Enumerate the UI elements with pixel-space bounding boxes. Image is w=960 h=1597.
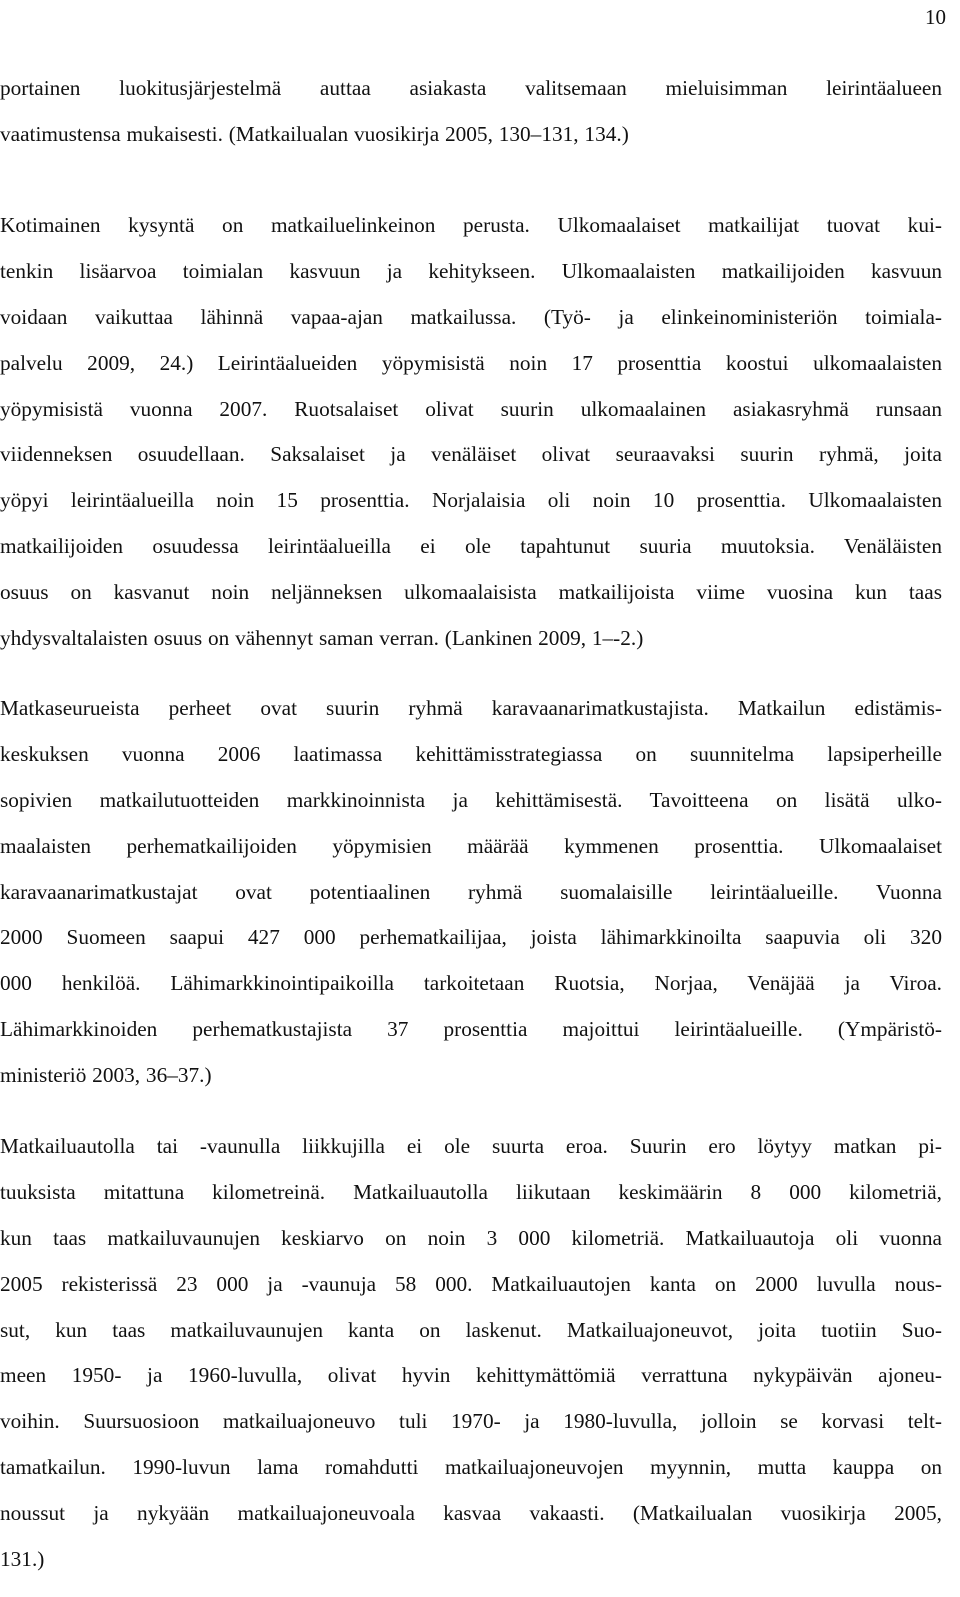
text-line: tamatkailun. 1990-luvun lama romahdutti matkailuajoneuvojen myynnin, mutta kauppa on <box>0 1455 942 1480</box>
text-line: meen 1950- ja 1960-luvulla, olivat hyvin kehittymättömiä verrattuna nykypäivän ajoneu- <box>0 1363 942 1388</box>
text-line: Kotimainen kysyntä on matkailuelinkeinon perusta. Ulkomaalaiset matkailijat tuovat kui- <box>0 213 942 237</box>
text-line: 2000 Suomeen saapui 427 000 perhematkailijaa, joista lähimarkkinoilta saapuvia oli 320 <box>0 925 942 950</box>
text-line: kun taas matkailuvaunujen keskiarvo on noin 3 000 kilometriä. Matkailuautoja oli vuonna <box>0 1225 942 1250</box>
text-line: portainen luokitusjärjestelmä auttaa asiakasta valitsemaan mieluisimman leirintäalueen <box>0 76 942 100</box>
text-line: Lähimarkkinoiden perhematkustajista 37 prosenttia majoittui leirintäalueille. (Ympäristö- <box>0 1017 942 1042</box>
text-line: karavaanarimatkustajat ovat potentiaalinen ryhmä suomalaisille leirintäalueille. Vuonna <box>0 879 942 904</box>
text-line: 2005 rekisterissä 23 000 ja -vaunuja 58 000. Matkailuautojen kanta on 2000 luvulla nous- <box>0 1271 942 1296</box>
text-line: matkailijoiden osuudessa leirintäalueilla ei ole tapahtunut suuria muutoksia. Venäläisten <box>0 534 942 559</box>
text-line: Matkaseurueista perheet ovat suurin ryhmä karavaanarimatkustajista. Matkailun edistämis- <box>0 696 942 720</box>
paragraph-motorhomes-caravans <box>0 1124 942 1583</box>
paragraph-accommodation-classification <box>0 66 942 158</box>
paragraph-family-travellers <box>0 686 942 1099</box>
text-line: keskuksen vuonna 2006 laatimassa kehittämisstrategiassa on suunnitelma lapsiperheille <box>0 741 942 766</box>
text-line: tuuksista mitattuna kilometreinä. Matkailuautolla liikutaan keskimäärin 8 000 kilometriä, <box>0 1179 942 1204</box>
text-line: Matkailuautolla tai -vaunulla liikkujilla ei ole suurta eroa. Suurin ero löytyy matkan pi- <box>0 1134 942 1158</box>
text-line: 131.) <box>0 1547 45 1572</box>
text-line: 000 henkilöä. Lähimarkkinointipaikoilla tarkoitetaan Ruotsia, Norjaa, Venäjää ja Viroa. <box>0 971 942 996</box>
text-line: ministeriö 2003, 36–37.) <box>0 1063 212 1088</box>
text-line: viidenneksen osuudellaan. Saksalaiset ja venäläiset olivat seuraavaksi suurin ryhmä, joita <box>0 442 942 467</box>
text-line: maalaisten perhematkailijoiden yöpymisien määrää kymmenen prosenttia. Ulkomaalaiset <box>0 833 942 858</box>
text-line: yöpyi leirintäalueilla noin 15 prosenttia. Norjalaisia oli noin 10 prosenttia. Ulkomaalaisten <box>0 488 942 513</box>
text-line: osuus on kasvanut noin neljänneksen ulkomaalaisista matkailijoista viime vuosina kun taas <box>0 580 942 605</box>
text-line: noussut ja nykyään matkailuajoneuvoala kasvaa vakaasti. (Matkailualan vuosikirja 2005, <box>0 1501 942 1526</box>
text-line: sopivien matkailutuotteiden markkinoinnista ja kehittämisestä. Tavoitteena on lisätä ulko- <box>0 787 942 812</box>
text-line: tenkin lisäarvoa toimialan kasvuun ja kehitykseen. Ulkomaalaisten matkailijoiden kasvuun <box>0 258 942 283</box>
text-line: vaatimustensa mukaisesti. (Matkailualan vuosikirja 2005, 130–131, 134.) <box>0 121 629 146</box>
text-line: voidaan vaikuttaa lähinnä vapaa-ajan matkailussa. (Työ- ja elinkeinoministeriön toimiala- <box>0 304 942 329</box>
paragraph-foreign-demand <box>0 203 942 662</box>
page-number: 10 <box>925 5 946 29</box>
text-line: voihin. Suursuosioon matkailuajoneuvo tuli 1970- ja 1980-luvulla, jolloin se korvasi telt- <box>0 1409 942 1434</box>
text-line: yöpymisistä vuonna 2007. Ruotsalaiset olivat suurin ulkomaalainen asiakasryhmä runsaan <box>0 396 942 421</box>
text-line: sut, kun taas matkailuvaunujen kanta on laskenut. Matkailuajoneuvot, joita tuotiin Suo- <box>0 1317 942 1342</box>
text-line: yhdysvaltalaisten osuus on vähennyt saman verran. (Lankinen 2009, 1–-2.) <box>0 626 644 651</box>
text-line: palvelu 2009, 24.) Leirintäalueiden yöpymisistä noin 17 prosenttia koostui ulkomaalaisten <box>0 350 942 375</box>
